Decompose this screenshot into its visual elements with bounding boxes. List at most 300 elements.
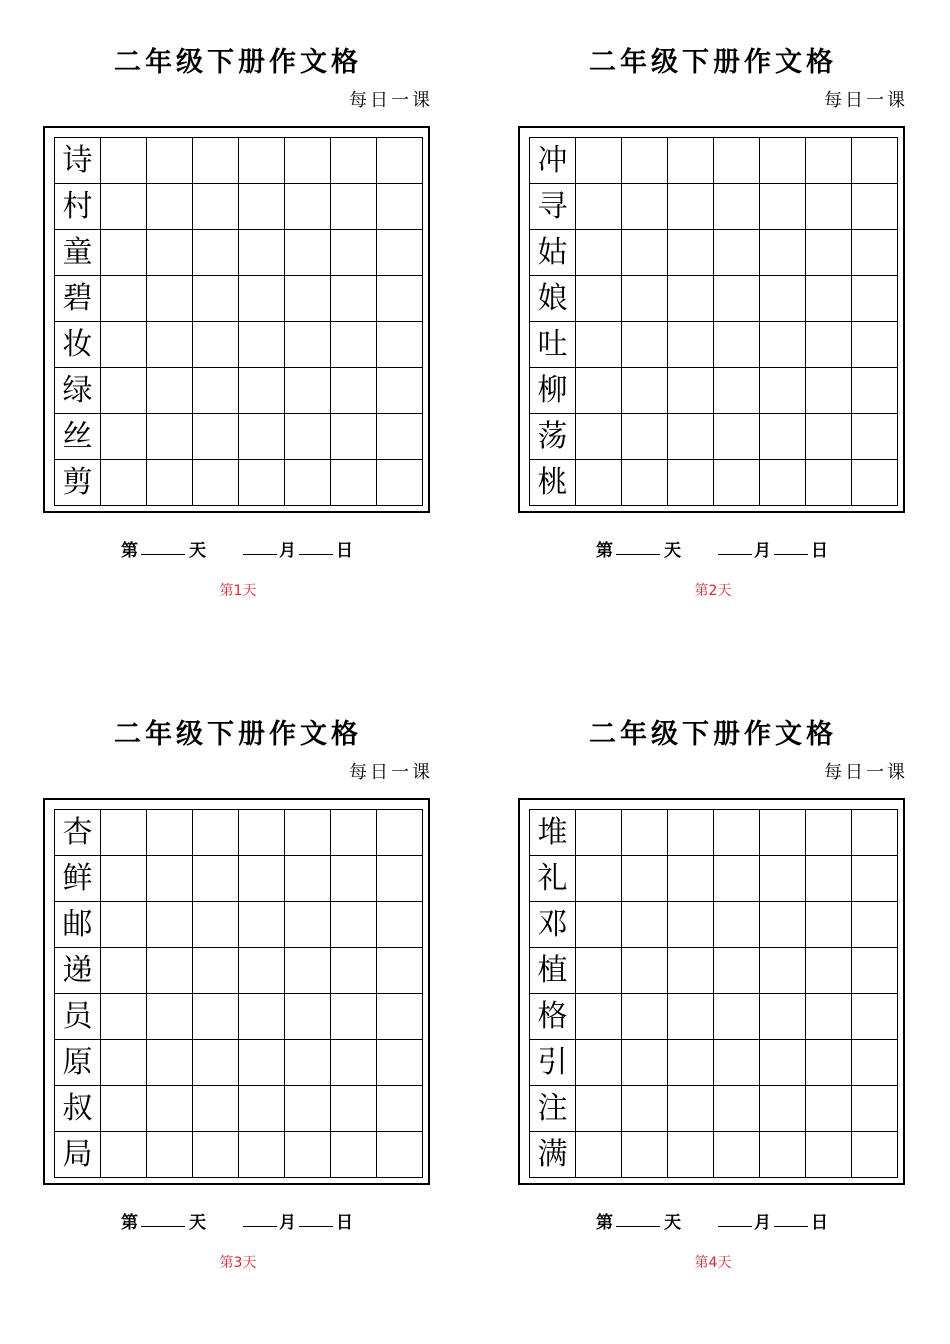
sheet-subtitle: 每日一课 xyxy=(824,762,908,783)
character-cell: 格 xyxy=(530,994,576,1040)
sheet-subtitle: 每日一课 xyxy=(349,90,433,111)
practice-cell[interactable] xyxy=(668,230,714,276)
practice-cell[interactable] xyxy=(852,138,898,184)
practice-cell[interactable] xyxy=(806,276,852,322)
practice-cell[interactable] xyxy=(331,460,377,506)
practice-cell[interactable] xyxy=(101,948,147,994)
practice-cell[interactable] xyxy=(714,1132,760,1178)
practice-cell[interactable] xyxy=(147,810,193,856)
practice-cell[interactable] xyxy=(377,230,423,276)
month-blank[interactable] xyxy=(243,536,277,555)
practice-cell[interactable] xyxy=(714,368,760,414)
practice-cell[interactable] xyxy=(101,1086,147,1132)
practice-cell[interactable] xyxy=(239,322,285,368)
practice-cell[interactable] xyxy=(576,856,622,902)
practice-cell[interactable] xyxy=(668,948,714,994)
sheet-title: 二年级下册作文格 xyxy=(114,719,362,750)
practice-cell[interactable] xyxy=(852,184,898,230)
practice-cell[interactable] xyxy=(285,322,331,368)
month-label: 月 xyxy=(754,1213,771,1233)
practice-cell[interactable] xyxy=(147,322,193,368)
practice-cell[interactable] xyxy=(285,1086,331,1132)
practice-cell[interactable] xyxy=(806,994,852,1040)
practice-cell[interactable] xyxy=(331,184,377,230)
practice-cell[interactable] xyxy=(668,138,714,184)
day-label: 第3天 xyxy=(219,1255,257,1271)
date-label: 日 xyxy=(336,541,353,561)
practice-cell[interactable] xyxy=(239,902,285,948)
practice-cell[interactable] xyxy=(147,460,193,506)
practice-cell[interactable] xyxy=(285,460,331,506)
day-suffix: 天 xyxy=(664,541,681,561)
practice-cell[interactable] xyxy=(714,902,760,948)
practice-cell[interactable] xyxy=(668,810,714,856)
practice-cell[interactable] xyxy=(806,322,852,368)
practice-cell[interactable] xyxy=(806,230,852,276)
day-prefix: 第 xyxy=(596,1213,613,1233)
practice-cell[interactable] xyxy=(622,1040,668,1086)
practice-cell[interactable] xyxy=(285,414,331,460)
practice-cell[interactable] xyxy=(239,856,285,902)
character-cell: 杏 xyxy=(55,810,101,856)
practice-cell[interactable] xyxy=(101,368,147,414)
practice-cell[interactable] xyxy=(622,948,668,994)
character-cell: 邓 xyxy=(530,902,576,948)
writing-grid-frame xyxy=(518,126,905,513)
practice-cell[interactable] xyxy=(147,1086,193,1132)
date-blank[interactable] xyxy=(774,1208,808,1227)
character-cell: 员 xyxy=(55,994,101,1040)
practice-cell[interactable] xyxy=(377,368,423,414)
character-cell: 柳 xyxy=(530,368,576,414)
sheet-title: 二年级下册作文格 xyxy=(114,47,362,78)
character-cell: 邮 xyxy=(55,902,101,948)
practice-cell[interactable] xyxy=(576,414,622,460)
practice-cell[interactable] xyxy=(193,460,239,506)
writing-grid xyxy=(529,137,898,506)
character-cell: 局 xyxy=(55,1132,101,1178)
day-prefix: 第 xyxy=(596,541,613,561)
day-label: 第2天 xyxy=(694,583,732,599)
practice-cell[interactable] xyxy=(714,276,760,322)
practice-cell[interactable] xyxy=(622,368,668,414)
practice-cell[interactable] xyxy=(714,414,760,460)
practice-cell[interactable] xyxy=(193,276,239,322)
practice-cell[interactable] xyxy=(147,948,193,994)
practice-cell[interactable] xyxy=(668,276,714,322)
practice-cell[interactable] xyxy=(193,368,239,414)
practice-cell[interactable] xyxy=(193,1040,239,1086)
practice-cell[interactable] xyxy=(101,230,147,276)
practice-cell[interactable] xyxy=(714,810,760,856)
day-number-blank[interactable] xyxy=(616,536,660,555)
practice-cell[interactable] xyxy=(377,902,423,948)
practice-cell[interactable] xyxy=(285,948,331,994)
character-cell: 寻 xyxy=(530,184,576,230)
character-cell: 注 xyxy=(530,1086,576,1132)
practice-cell[interactable] xyxy=(377,184,423,230)
practice-cell[interactable] xyxy=(576,138,622,184)
practice-cell[interactable] xyxy=(193,138,239,184)
month-blank[interactable] xyxy=(718,536,752,555)
practice-cell[interactable] xyxy=(101,138,147,184)
practice-cell[interactable] xyxy=(239,414,285,460)
practice-cell[interactable] xyxy=(668,460,714,506)
day-number-blank[interactable] xyxy=(616,1208,660,1227)
practice-cell[interactable] xyxy=(576,902,622,948)
practice-cell[interactable] xyxy=(760,276,806,322)
date-label: 日 xyxy=(811,1213,828,1233)
character-cell: 村 xyxy=(55,184,101,230)
practice-cell[interactable] xyxy=(852,948,898,994)
practice-cell[interactable] xyxy=(806,1040,852,1086)
practice-cell[interactable] xyxy=(760,1040,806,1086)
practice-cell[interactable] xyxy=(147,1132,193,1178)
practice-cell[interactable] xyxy=(622,1086,668,1132)
practice-cell[interactable] xyxy=(239,1040,285,1086)
day-suffix: 天 xyxy=(664,1213,681,1233)
day-label: 第4天 xyxy=(694,1255,732,1271)
practice-cell[interactable] xyxy=(331,810,377,856)
practice-cell[interactable] xyxy=(147,230,193,276)
practice-cell[interactable] xyxy=(576,1132,622,1178)
writing-grid xyxy=(54,137,423,506)
practice-cell[interactable] xyxy=(377,994,423,1040)
day-prefix: 第 xyxy=(121,1213,138,1233)
practice-cell[interactable] xyxy=(377,138,423,184)
practice-cell[interactable] xyxy=(239,368,285,414)
practice-cell[interactable] xyxy=(852,276,898,322)
practice-cell[interactable] xyxy=(622,1132,668,1178)
character-cell: 剪 xyxy=(55,460,101,506)
practice-cell[interactable] xyxy=(760,230,806,276)
character-cell: 童 xyxy=(55,230,101,276)
practice-cell[interactable] xyxy=(668,184,714,230)
practice-cell[interactable] xyxy=(239,276,285,322)
practice-cell[interactable] xyxy=(576,948,622,994)
practice-cell[interactable] xyxy=(377,948,423,994)
practice-cell[interactable] xyxy=(101,414,147,460)
practice-cell[interactable] xyxy=(147,184,193,230)
writing-grid-frame xyxy=(43,798,430,1185)
character-cell: 递 xyxy=(55,948,101,994)
practice-cell[interactable] xyxy=(852,902,898,948)
practice-cell[interactable] xyxy=(622,856,668,902)
practice-cell[interactable] xyxy=(239,230,285,276)
practice-cell[interactable] xyxy=(714,1086,760,1132)
practice-cell[interactable] xyxy=(377,856,423,902)
practice-cell[interactable] xyxy=(714,322,760,368)
practice-cell[interactable] xyxy=(285,138,331,184)
practice-cell[interactable] xyxy=(760,322,806,368)
practice-cell[interactable] xyxy=(852,1086,898,1132)
practice-cell[interactable] xyxy=(285,1040,331,1086)
character-cell: 满 xyxy=(530,1132,576,1178)
practice-cell[interactable] xyxy=(576,1086,622,1132)
character-cell: 吐 xyxy=(530,322,576,368)
practice-cell[interactable] xyxy=(668,368,714,414)
practice-cell[interactable] xyxy=(331,994,377,1040)
day-suffix: 天 xyxy=(189,541,206,561)
practice-cell[interactable] xyxy=(852,460,898,506)
practice-cell[interactable] xyxy=(285,994,331,1040)
practice-cell[interactable] xyxy=(101,184,147,230)
practice-cell[interactable] xyxy=(193,184,239,230)
practice-cell[interactable] xyxy=(193,322,239,368)
character-cell: 桃 xyxy=(530,460,576,506)
practice-cell[interactable] xyxy=(760,138,806,184)
month-label: 月 xyxy=(279,1213,296,1233)
day-number-blank[interactable] xyxy=(141,1208,185,1227)
practice-cell[interactable] xyxy=(576,184,622,230)
practice-cell[interactable] xyxy=(668,856,714,902)
practice-cell[interactable] xyxy=(101,1040,147,1086)
worksheet-sheet-3 xyxy=(43,672,443,1271)
practice-cell[interactable] xyxy=(622,460,668,506)
practice-cell[interactable] xyxy=(760,1086,806,1132)
practice-cell[interactable] xyxy=(806,460,852,506)
practice-cell[interactable] xyxy=(714,1040,760,1086)
practice-cell[interactable] xyxy=(239,138,285,184)
practice-cell[interactable] xyxy=(806,856,852,902)
practice-cell[interactable] xyxy=(760,856,806,902)
practice-cell[interactable] xyxy=(285,184,331,230)
practice-cell[interactable] xyxy=(622,276,668,322)
practice-cell[interactable] xyxy=(377,460,423,506)
practice-cell[interactable] xyxy=(377,1040,423,1086)
practice-cell[interactable] xyxy=(147,414,193,460)
practice-cell[interactable] xyxy=(193,230,239,276)
practice-cell[interactable] xyxy=(806,810,852,856)
sheet-subtitle: 每日一课 xyxy=(349,762,433,783)
practice-cell[interactable] xyxy=(852,856,898,902)
practice-cell[interactable] xyxy=(377,810,423,856)
practice-cell[interactable] xyxy=(377,414,423,460)
practice-cell[interactable] xyxy=(760,368,806,414)
practice-cell[interactable] xyxy=(331,230,377,276)
practice-cell[interactable] xyxy=(147,276,193,322)
date-blank[interactable] xyxy=(299,1208,333,1227)
practice-cell[interactable] xyxy=(331,1040,377,1086)
practice-cell[interactable] xyxy=(331,368,377,414)
practice-cell[interactable] xyxy=(714,994,760,1040)
practice-cell[interactable] xyxy=(852,368,898,414)
practice-cell[interactable] xyxy=(331,322,377,368)
practice-cell[interactable] xyxy=(576,276,622,322)
date-blank[interactable] xyxy=(299,536,333,555)
practice-cell[interactable] xyxy=(239,994,285,1040)
practice-cell[interactable] xyxy=(714,230,760,276)
practice-cell[interactable] xyxy=(806,138,852,184)
practice-cell[interactable] xyxy=(193,994,239,1040)
practice-cell[interactable] xyxy=(622,138,668,184)
practice-cell[interactable] xyxy=(668,902,714,948)
practice-cell[interactable] xyxy=(331,414,377,460)
practice-cell[interactable] xyxy=(331,1086,377,1132)
practice-cell[interactable] xyxy=(806,1086,852,1132)
practice-cell[interactable] xyxy=(714,184,760,230)
practice-cell[interactable] xyxy=(714,138,760,184)
day-number-blank[interactable] xyxy=(141,536,185,555)
practice-cell[interactable] xyxy=(576,1040,622,1086)
character-cell: 植 xyxy=(530,948,576,994)
practice-cell[interactable] xyxy=(668,322,714,368)
practice-cell[interactable] xyxy=(622,994,668,1040)
practice-cell[interactable] xyxy=(101,460,147,506)
practice-cell[interactable] xyxy=(147,368,193,414)
month-blank[interactable] xyxy=(243,1208,277,1227)
practice-cell[interactable] xyxy=(576,368,622,414)
practice-cell[interactable] xyxy=(101,322,147,368)
practice-cell[interactable] xyxy=(806,1132,852,1178)
character-cell: 绿 xyxy=(55,368,101,414)
practice-cell[interactable] xyxy=(668,1040,714,1086)
practice-cell[interactable] xyxy=(668,994,714,1040)
day-prefix: 第 xyxy=(121,541,138,561)
practice-cell[interactable] xyxy=(622,810,668,856)
sheet-title: 二年级下册作文格 xyxy=(589,719,837,750)
practice-cell[interactable] xyxy=(806,902,852,948)
worksheet-sheet-4 xyxy=(518,672,918,1271)
practice-cell[interactable] xyxy=(101,994,147,1040)
date-label: 日 xyxy=(336,1213,353,1233)
practice-cell[interactable] xyxy=(576,994,622,1040)
practice-cell[interactable] xyxy=(668,1132,714,1178)
practice-cell[interactable] xyxy=(377,322,423,368)
practice-cell[interactable] xyxy=(852,810,898,856)
practice-cell[interactable] xyxy=(852,1132,898,1178)
practice-cell[interactable] xyxy=(760,810,806,856)
practice-cell[interactable] xyxy=(285,230,331,276)
practice-cell[interactable] xyxy=(193,856,239,902)
character-cell: 冲 xyxy=(530,138,576,184)
practice-cell[interactable] xyxy=(622,414,668,460)
practice-cell[interactable] xyxy=(622,230,668,276)
practice-cell[interactable] xyxy=(101,902,147,948)
practice-cell[interactable] xyxy=(193,948,239,994)
writing-grid-frame xyxy=(518,798,905,1185)
practice-cell[interactable] xyxy=(852,1040,898,1086)
practice-cell[interactable] xyxy=(147,1040,193,1086)
sheet-title: 二年级下册作文格 xyxy=(589,47,837,78)
practice-cell[interactable] xyxy=(285,902,331,948)
character-cell: 引 xyxy=(530,1040,576,1086)
character-cell: 鲜 xyxy=(55,856,101,902)
practice-cell[interactable] xyxy=(852,322,898,368)
practice-cell[interactable] xyxy=(760,994,806,1040)
practice-cell[interactable] xyxy=(806,414,852,460)
practice-cell[interactable] xyxy=(147,138,193,184)
practice-cell[interactable] xyxy=(239,460,285,506)
practice-cell[interactable] xyxy=(760,948,806,994)
practice-cell[interactable] xyxy=(147,856,193,902)
practice-cell[interactable] xyxy=(193,1086,239,1132)
worksheet-sheet-1 xyxy=(43,0,443,599)
writing-grid xyxy=(529,809,898,1178)
practice-cell[interactable] xyxy=(331,276,377,322)
character-cell: 诗 xyxy=(55,138,101,184)
practice-cell[interactable] xyxy=(193,902,239,948)
practice-cell[interactable] xyxy=(101,810,147,856)
practice-cell[interactable] xyxy=(622,322,668,368)
practice-cell[interactable] xyxy=(806,948,852,994)
practice-cell[interactable] xyxy=(576,230,622,276)
month-label: 月 xyxy=(754,541,771,561)
month-blank[interactable] xyxy=(718,1208,752,1227)
practice-cell[interactable] xyxy=(714,460,760,506)
practice-cell[interactable] xyxy=(331,138,377,184)
day-label: 第1天 xyxy=(219,583,257,599)
practice-cell[interactable] xyxy=(193,414,239,460)
practice-cell[interactable] xyxy=(147,902,193,948)
practice-cell[interactable] xyxy=(714,948,760,994)
practice-cell[interactable] xyxy=(714,856,760,902)
character-cell: 妆 xyxy=(55,322,101,368)
practice-cell[interactable] xyxy=(377,1086,423,1132)
practice-cell[interactable] xyxy=(622,902,668,948)
practice-cell[interactable] xyxy=(239,948,285,994)
practice-cell[interactable] xyxy=(193,1132,239,1178)
practice-cell[interactable] xyxy=(147,994,193,1040)
practice-cell[interactable] xyxy=(101,276,147,322)
practice-cell[interactable] xyxy=(377,276,423,322)
practice-cell[interactable] xyxy=(806,184,852,230)
date-blank[interactable] xyxy=(774,536,808,555)
practice-cell[interactable] xyxy=(576,322,622,368)
practice-cell[interactable] xyxy=(760,184,806,230)
practice-cell[interactable] xyxy=(101,856,147,902)
character-cell: 碧 xyxy=(55,276,101,322)
practice-cell[interactable] xyxy=(852,994,898,1040)
practice-cell[interactable] xyxy=(285,1132,331,1178)
character-cell: 姑 xyxy=(530,230,576,276)
month-label: 月 xyxy=(279,541,296,561)
character-cell: 原 xyxy=(55,1040,101,1086)
practice-cell[interactable] xyxy=(760,460,806,506)
practice-cell[interactable] xyxy=(622,184,668,230)
practice-cell[interactable] xyxy=(239,810,285,856)
practice-cell[interactable] xyxy=(668,414,714,460)
character-cell: 丝 xyxy=(55,414,101,460)
practice-cell[interactable] xyxy=(331,856,377,902)
practice-cell[interactable] xyxy=(760,1132,806,1178)
practice-cell[interactable] xyxy=(331,1132,377,1178)
practice-cell[interactable] xyxy=(377,1132,423,1178)
practice-cell[interactable] xyxy=(852,230,898,276)
practice-cell[interactable] xyxy=(285,856,331,902)
practice-cell[interactable] xyxy=(760,414,806,460)
practice-cell[interactable] xyxy=(193,810,239,856)
practice-cell[interactable] xyxy=(239,1132,285,1178)
practice-cell[interactable] xyxy=(239,184,285,230)
practice-cell[interactable] xyxy=(285,368,331,414)
practice-cell[interactable] xyxy=(101,1132,147,1178)
practice-cell[interactable] xyxy=(331,902,377,948)
practice-cell[interactable] xyxy=(285,810,331,856)
day-suffix: 天 xyxy=(189,1213,206,1233)
practice-cell[interactable] xyxy=(331,948,377,994)
practice-cell[interactable] xyxy=(760,902,806,948)
character-cell: 娘 xyxy=(530,276,576,322)
practice-cell[interactable] xyxy=(668,1086,714,1132)
character-cell: 荡 xyxy=(530,414,576,460)
practice-cell[interactable] xyxy=(806,368,852,414)
practice-cell[interactable] xyxy=(576,810,622,856)
practice-cell[interactable] xyxy=(576,460,622,506)
practice-cell[interactable] xyxy=(285,276,331,322)
practice-cell[interactable] xyxy=(852,414,898,460)
practice-cell[interactable] xyxy=(239,1086,285,1132)
